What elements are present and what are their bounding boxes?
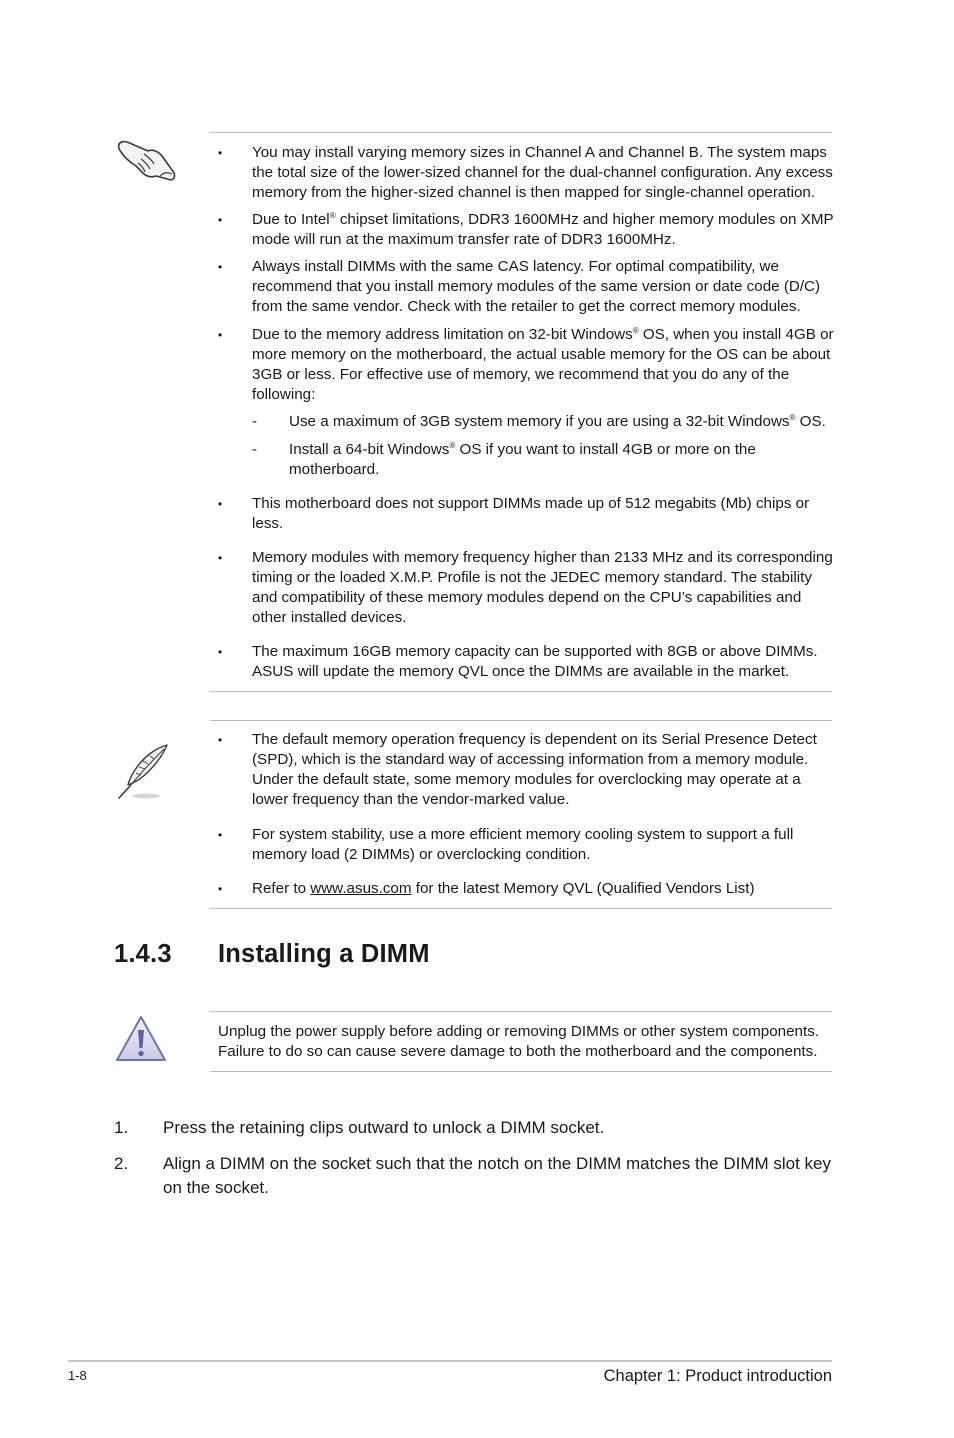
note1-bottom-rule — [210, 691, 832, 692]
caution-top-rule — [210, 1011, 832, 1012]
warning-triangle-icon — [114, 1014, 168, 1064]
step-number: 1. — [114, 1118, 129, 1137]
section-title: Installing a DIMM — [218, 940, 430, 968]
caution-bottom-rule — [210, 1071, 832, 1072]
bullet: • — [218, 260, 223, 274]
bullet: • — [218, 645, 223, 659]
bullet: • — [218, 497, 223, 511]
pointing-hand-icon — [114, 136, 178, 186]
bullet: • — [218, 328, 223, 342]
bullet: • — [218, 828, 223, 842]
bullet: • — [218, 551, 223, 565]
chapter-title: Chapter 1: Product introduction — [603, 1367, 832, 1385]
note2-bottom-rule — [210, 908, 832, 909]
note2-top-rule — [210, 720, 832, 721]
step-text: Press the retaining clips outward to unlock a DIMM socket. — [163, 1118, 605, 1137]
bullet: • — [218, 733, 223, 747]
step-number: 2. — [114, 1154, 129, 1173]
quill-pen-icon — [112, 742, 174, 802]
step-text: Align a DIMM on the socket such that the notch on the DIMM matches the DIMM slot key on the socket. — [163, 1154, 832, 1197]
section-number: 1.4.3 — [114, 940, 172, 968]
asus-website-link[interactable]: www.asus.com — [310, 880, 412, 897]
caution-text: Unplug the power supply before adding or removing DIMMs or other system components. Failure to do so can cause severe damage to both the motherboard and the components. — [218, 1023, 820, 1060]
bullet: • — [218, 882, 223, 896]
page-number: 1-8 — [68, 1368, 87, 1383]
note1-top-rule — [210, 132, 832, 133]
footer-rule — [68, 1360, 832, 1362]
bullet: • — [218, 146, 223, 160]
bullet: • — [218, 213, 223, 227]
